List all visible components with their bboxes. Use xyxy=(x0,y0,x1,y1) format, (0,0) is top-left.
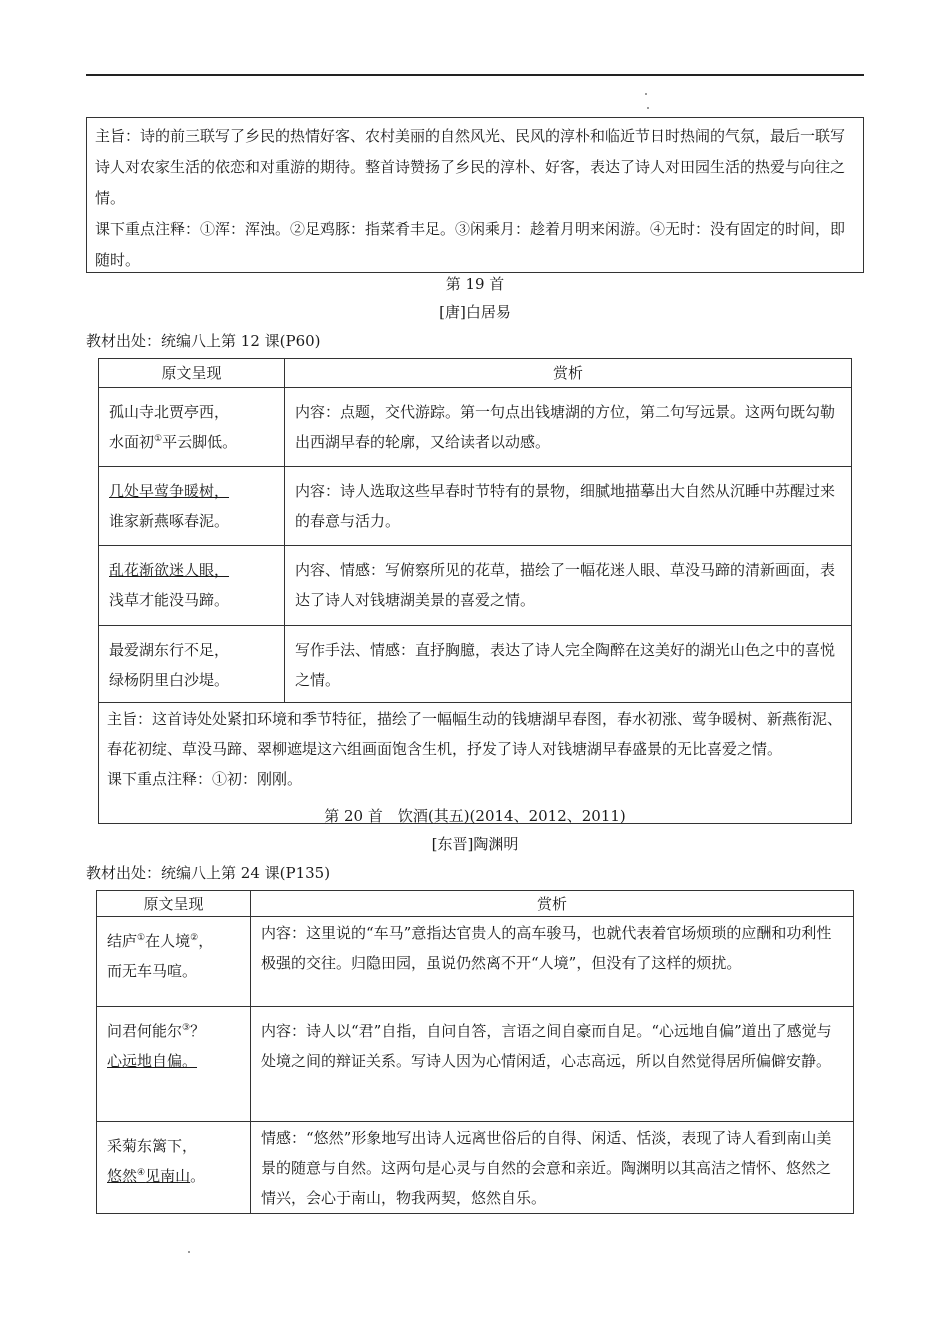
poem-19-heading: 第 19 首 xyxy=(445,275,505,293)
footnote-marker: ④ xyxy=(137,1168,146,1178)
speck xyxy=(645,93,647,95)
notes-text: 课下重点注释：①浑：浑浊。②足鸡豚：指菜肴丰足。③闲乘月：趁着月明来闲游。④无时：没有固定的时间，即随时。 xyxy=(95,220,846,269)
poem-19-author: [唐]白居易 xyxy=(439,303,511,321)
col-analysis-header: 赏析 xyxy=(285,359,852,388)
theme-text: 主旨：诗的前三联写了乡民的热情好客、农村美丽的自然风光、民风的淳朴和临近节日时热闹的气氛，最后一联写诗人对农家生活的依恋和对重游的期待。整首诗赞扬了乡民的淳朴、好客，表达了诗人对田园生活的热爱与向往之情。 xyxy=(95,127,846,207)
original-text: 结庐①在人境②， 而无车马喧。 xyxy=(97,917,251,1007)
poem-20-heading: 第 20 首 饮酒(其五)(2014、2012、2011) xyxy=(324,807,626,825)
analysis-text: 内容：诗人以“君”自指，自问自答，言语之间自豪而自足。“心远地自偏”道出了感觉与处境之间的辩证关系。写诗人因为心情闲适，心志高远，所以自然觉得居所偏僻安静。 xyxy=(251,1007,854,1122)
footnote-marker: ② xyxy=(190,933,199,943)
footnote-marker: ① xyxy=(154,434,163,444)
header-rule xyxy=(86,74,864,76)
original-text: 最爱湖东行不足， 绿杨阴里白沙堤。 xyxy=(99,626,285,703)
original-text: 乱花渐欲迷人眼， 浅草才能没马蹄。 xyxy=(99,546,285,626)
table-row xyxy=(99,467,852,546)
table-row xyxy=(97,1122,854,1214)
original-text: 孤山寺北贾亭西， 水面初①平云脚低。 xyxy=(99,388,285,467)
poem-20-author: [东晋]陶渊明 xyxy=(431,835,519,853)
theme-text: 主旨：这首诗处处紧扣环境和季节特征，描绘了一幅幅生动的钱塘湖早春图，春水初涨、莺争暖树、新燕衔泥、春花初绽、草没马蹄、翠柳遮堤这六组画面饱含生机，抒发了诗人对钱塘湖早春盛景的无比喜爱之情。 xyxy=(107,710,843,758)
table-row xyxy=(97,1007,854,1122)
original-text: 采菊东篱下， 悠然④见南山。 xyxy=(97,1122,251,1214)
poem-20-table xyxy=(96,890,854,1214)
table-row xyxy=(99,626,852,703)
footnote-marker: ① xyxy=(137,933,146,943)
col-analysis-header: 赏析 xyxy=(251,891,854,917)
poem-20-source: 教材出处：统编八上第 24 课(P135) xyxy=(86,864,331,882)
speck xyxy=(188,1251,190,1253)
table-row xyxy=(99,388,852,467)
analysis-text: 写作手法、情感：直抒胸臆，表达了诗人完全陶醉在这美好的湖光山色之中的喜悦之情。 xyxy=(285,626,852,703)
poem-19-source: 教材出处：统编八上第 12 课(P60) xyxy=(86,332,321,350)
footnote-marker: ③ xyxy=(182,1023,191,1033)
table-header-row xyxy=(97,891,854,917)
col-original-header: 原文呈现 xyxy=(97,891,251,917)
previous-poem-summary-box xyxy=(86,117,864,273)
analysis-text: 内容：这里说的“车马”意指达官贵人的高车骏马，也就代表着官场烦琐的应酬和功利性极强的交往。归隐田园，虽说仍然离不开“人境”，但没有了这样的烦扰。 xyxy=(251,917,854,1007)
original-text: 问君何能尔③？ 心远地自偏。 xyxy=(97,1007,251,1122)
col-original-header: 原文呈现 xyxy=(99,359,285,388)
analysis-text: 内容：诗人选取这些早春时节特有的景物，细腻地描摹出大自然从沉睡中苏醒过来的春意与活力。 xyxy=(285,467,852,546)
table-header-row xyxy=(99,359,852,388)
poem-19-table xyxy=(98,358,852,824)
table-row xyxy=(97,917,854,1007)
analysis-text: 情感：“悠然”形象地写出诗人远离世俗后的自得、闲适、恬淡，表现了诗人看到南山美景的随意与自然。这两句是心灵与自然的会意和亲近。陶渊明以其高洁之情怀、悠然之情兴，会心于南山，物我两契，悠然自乐。 xyxy=(251,1122,854,1214)
speck xyxy=(647,107,649,109)
original-text: 几处早莺争暖树， 谁家新燕啄春泥。 xyxy=(99,467,285,546)
analysis-text: 内容、情感：写俯察所见的花草，描绘了一幅花迷人眼、草没马蹄的清新画面，表达了诗人对钱塘湖美景的喜爱之情。 xyxy=(285,546,852,626)
notes-text: 课下重点注释：①初：刚刚。 xyxy=(107,770,303,788)
analysis-text: 内容：点题，交代游踪。第一句点出钱塘湖的方位，第二句写远景。这两句既勾勒出西湖早春的轮廓，又给读者以动感。 xyxy=(285,388,852,467)
table-row xyxy=(99,546,852,626)
